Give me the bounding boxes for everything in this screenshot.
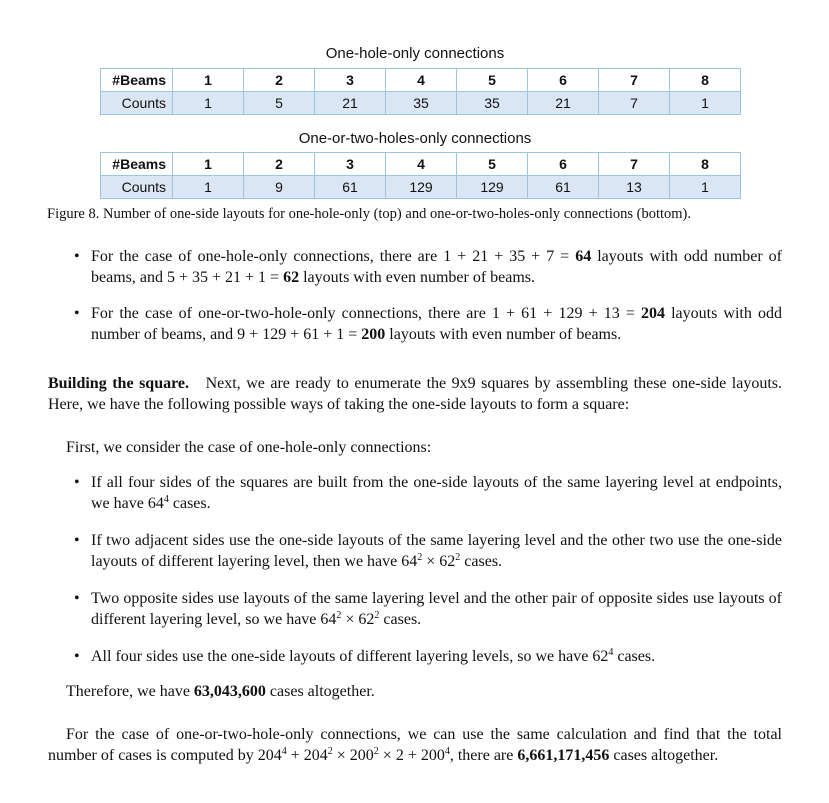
table2-beams-cell: 2: [244, 153, 315, 176]
table1-beams-cell: 8: [670, 69, 741, 92]
table2-beams-cell: 1: [173, 153, 244, 176]
table1-count-cell: 35: [457, 92, 528, 115]
figure-caption: Figure 8. Number of one-side layouts for one-hole-only (top) and one-or-two-holes-only connections (bottom).: [47, 206, 691, 222]
bullet-text: For the case of one-hole-only connections, there are 1 + 21 + 35 + 7 = 64 layouts with odd number of beams, and 5 + 35 + 21 + 1 = 62 layouts with even number of beams.: [91, 248, 783, 286]
table2-count-cell: 9: [244, 176, 315, 199]
bullet-text: Two opposite sides use layouts of the same layering level and the other pair of opposite sides use layouts of different layering level, so we have $64^2 \times 62^2$ cases.: [91, 590, 782, 628]
bullet-text: All four sides use the one-side layouts of different layering levels, so we have $62^4$ cases.: [91, 647, 656, 665]
bullet-text: If all four sides of the squares are built from the one-side layouts of the same layering level at endpoints, we have $64^4$ cases.: [91, 474, 782, 512]
table1-beams-cell: 1: [173, 69, 244, 92]
table2-header-label: #Beams: [101, 153, 173, 176]
table2: [100, 152, 741, 199]
table1-counts-label: Counts: [101, 92, 173, 115]
table1-beams-cell: 5: [457, 69, 528, 92]
table2-beams-cell: 6: [528, 153, 599, 176]
table1-title: One-hole-only connections: [325, 45, 505, 62]
table1: [100, 68, 741, 115]
bullet-icon: •: [74, 590, 80, 607]
therefore-line: Therefore, we have 63,043,600 cases altogether.: [66, 683, 375, 700]
bullet-icon: •: [74, 305, 80, 322]
table2-header-row: [101, 153, 741, 176]
bullet-text: For the case of one-or-two-hole-only connections, there are 1 + 61 + 129 + 13 = 204 layouts with odd number of beams, and 9 + 129 + 61 + 1 = 200 layouts with even number of beams.: [91, 305, 782, 343]
table2-beams-cell: 7: [599, 153, 670, 176]
first-line: First, we consider the case of one-hole-only connections:: [66, 439, 432, 456]
table2-count-cell: 1: [670, 176, 741, 199]
table1-count-cell: 5: [244, 92, 315, 115]
table2-beams-cell: 5: [457, 153, 528, 176]
table2-counts-label: Counts: [101, 176, 173, 199]
table1-beams-cell: 2: [244, 69, 315, 92]
table1-counts-row: [101, 92, 741, 115]
table1-beams-cell: 3: [315, 69, 386, 92]
table1-count-cell: 7: [599, 92, 670, 115]
table2-beams-cell: 8: [670, 153, 741, 176]
table1-header-row: [101, 69, 741, 92]
table2-count-cell: 61: [528, 176, 599, 199]
table2-count-cell: 1: [173, 176, 244, 199]
table1-count-cell: 35: [386, 92, 457, 115]
final-paragraph: For the case of one-or-two-hole-only connections, we can use the same calculation and find that the total number of cases is computed by $204^4 + 204^2 \times 200^2 \times 2 + 200^4$, there are 6,661,171,456 cases altogether.: [48, 726, 782, 764]
table1-count-cell: 21: [528, 92, 599, 115]
building-paragraph: Building the square. Next, we are ready to enumerate the 9x9 squares by assembling these one-side layouts. Here, we have the following possible ways of taking the one-side layouts to form a square:: [48, 375, 783, 413]
table1-beams-cell: 7: [599, 69, 670, 92]
building-heading: Building the square.: [48, 375, 190, 392]
bullet-text: If two adjacent sides use the one-side layouts of the same layering level and the other two use the one-side layouts of different layering level, then we have $64^2 \times 62^2$ cases.: [91, 532, 782, 570]
bullet-icon: •: [74, 474, 80, 491]
bullet-icon: •: [74, 248, 80, 265]
table2-title: One-or-two-holes-only connections: [298, 130, 532, 147]
table2-count-cell: 129: [386, 176, 457, 199]
table1-count-cell: 1: [670, 92, 741, 115]
table1-beams-cell: 4: [386, 69, 457, 92]
table2-count-cell: 61: [315, 176, 386, 199]
bullet-icon: •: [74, 532, 80, 549]
table1-header-label: #Beams: [101, 69, 173, 92]
table1-count-cell: 1: [173, 92, 244, 115]
table2-count-cell: 129: [457, 176, 528, 199]
table2-beams-cell: 4: [386, 153, 457, 176]
bullet-icon: •: [74, 648, 80, 665]
table1-beams-cell: 6: [528, 69, 599, 92]
table2-counts-row: [101, 176, 741, 199]
table2-beams-cell: 3: [315, 153, 386, 176]
table2-count-cell: 13: [599, 176, 670, 199]
table1-count-cell: 21: [315, 92, 386, 115]
